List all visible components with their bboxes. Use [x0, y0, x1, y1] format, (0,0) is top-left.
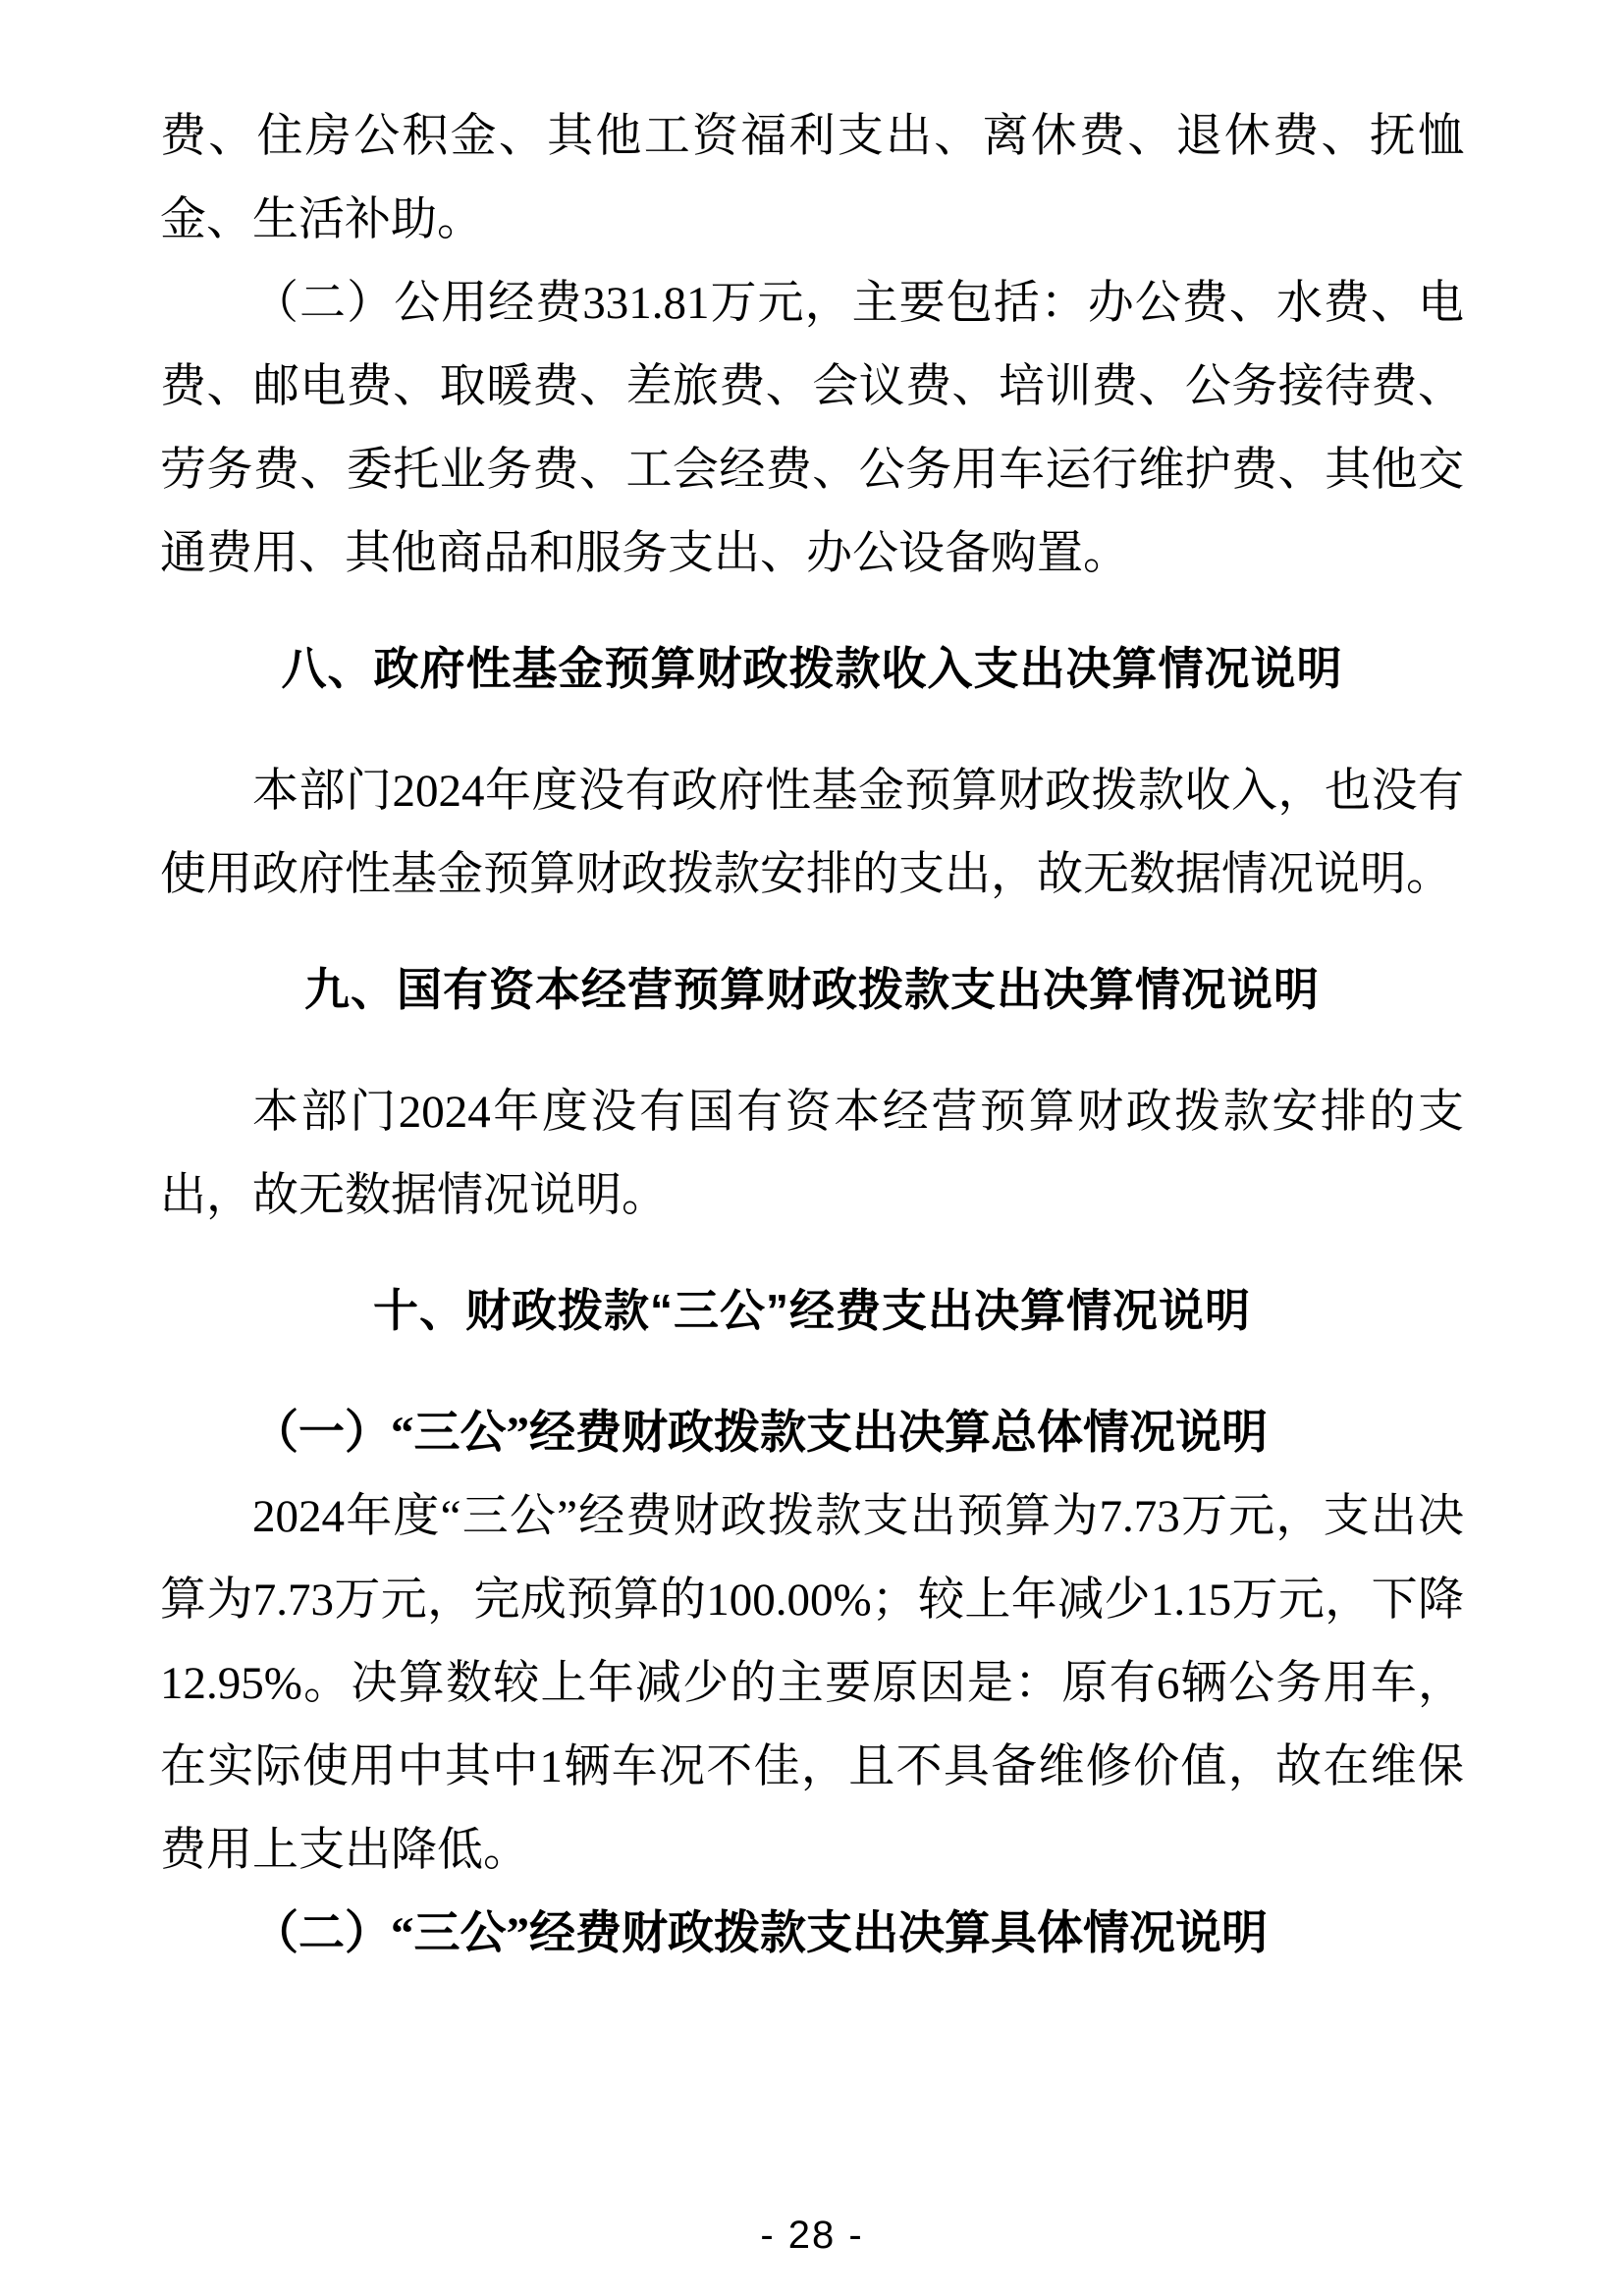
paragraph-section-9-body: 本部门2024年度没有国有资本经营预算财政拨款安排的支出，故无数据情况说明。	[160, 1087, 1464, 1221]
section-heading-10-three-public-expenses: 十、财政拨款“三公”经费支出决算情况说明	[373, 1285, 1251, 1336]
page-number: - 28 -	[760, 2214, 864, 2257]
section-heading-9-state-capital-budget: 九、国有资本经营预算财政拨款支出决算情况说明	[304, 964, 1320, 1015]
sub-heading-10-1-overall-situation: （一）“三公”经费财政拨款支出决算总体情况说明	[252, 1408, 1268, 1459]
paragraph-10-1-body: 2024年度“三公”经费财政拨款支出预算为7.73万元，支出决算为7.73万元，完成预算的100.00%；较上年减少1.15万元，下降12.95%。决算数较上年减少的主要原因是：原有6辆公务用车，在实际使用中其中1辆车况不佳，且不具备维修价值，故在维保费用上支出降低。	[160, 1491, 1464, 1876]
paragraph-section-8-body: 本部门2024年度没有政府性基金预算财政拨款收入，也没有使用政府性基金预算财政拨款安排的支出，故无数据情况说明。	[160, 766, 1464, 900]
sub-heading-10-2-specific-situation: （二）“三公”经费财政拨款支出决算具体情况说明	[252, 1908, 1268, 1959]
document-content	[160, 95, 1464, 1976]
paragraph-public-expense: （二）公用经费331.81万元，主要包括：办公费、水费、电费、邮电费、取暖费、差旅费、会议费、培训费、公务接待费、劳务费、委托业务费、工会经费、公务用车运行维护费、其他交通费用、其他商品和服务支出、办公设备购置。	[160, 278, 1464, 579]
paragraph-personnel-expense-continuation: 费、住房公积金、其他工资福利支出、离休费、退休费、抚恤金、生活补助。	[160, 111, 1464, 245]
section-heading-8-government-fund-budget: 八、政府性基金预算财政拨款收入支出决算情况说明	[281, 643, 1343, 694]
